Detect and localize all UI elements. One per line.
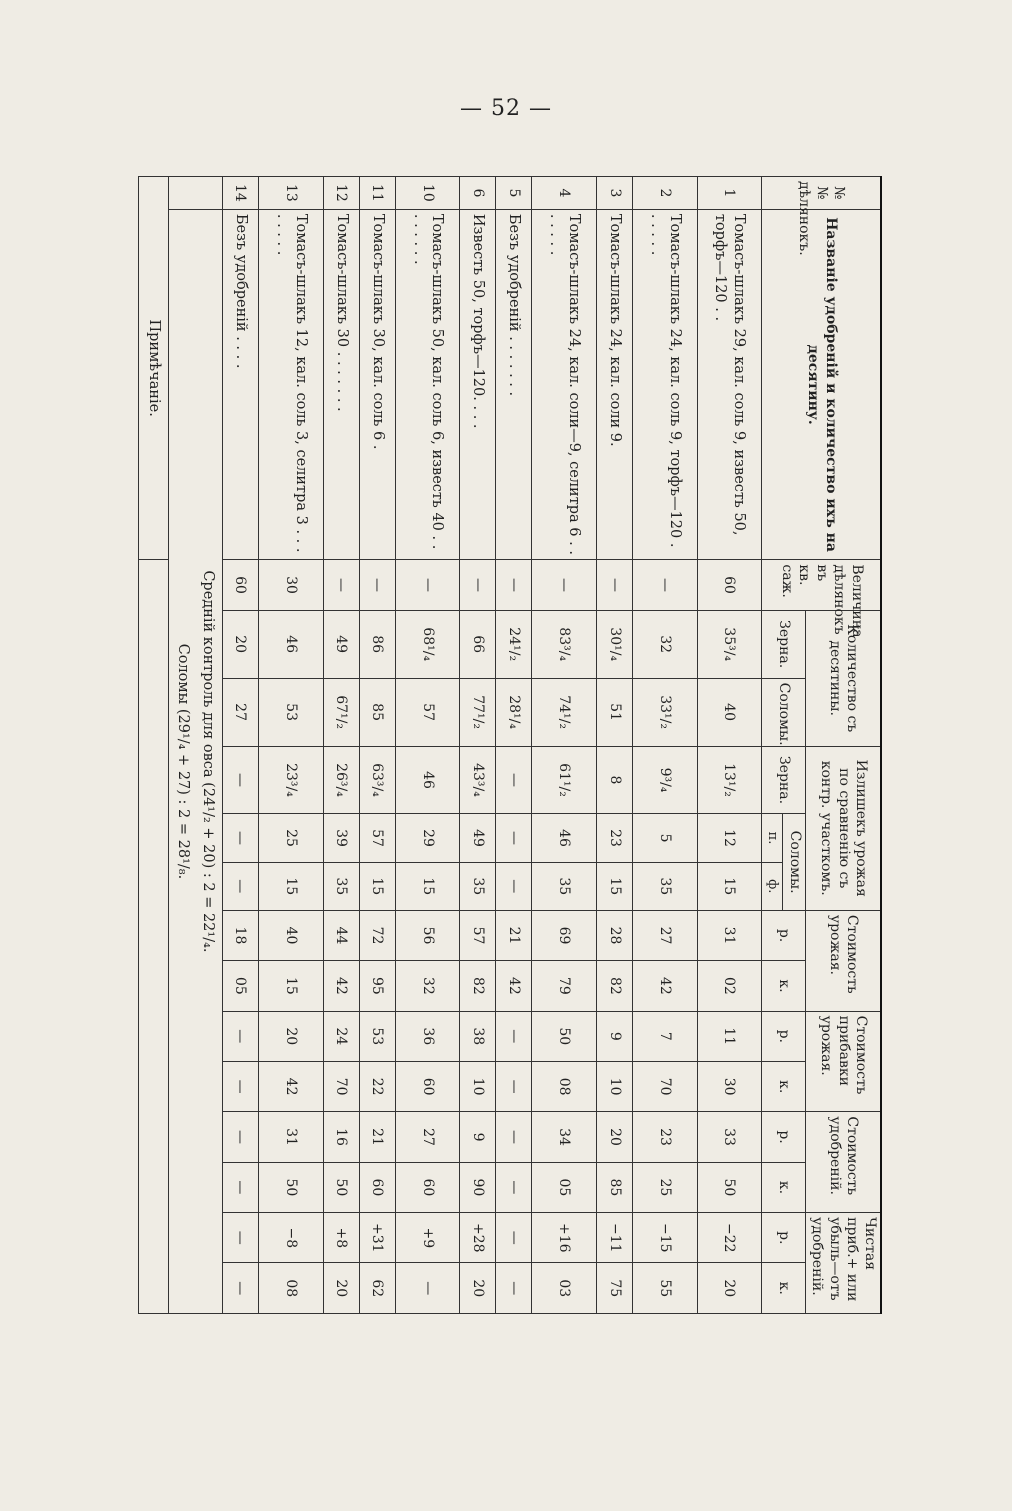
cell-fertilizer-name: Томасъ-шлакъ 30 . . . . . . .: [323, 209, 359, 560]
cell-harvest-cost-r: 27: [633, 910, 698, 960]
table-row: [697, 177, 762, 1314]
cell-plot-no: 1: [697, 177, 762, 210]
cell-fertilizer-name: Томасъ-шлакъ 24, кал. соли—9, селитра 6 . . . . . . .: [532, 209, 597, 560]
cell-net-r: −8: [259, 1213, 324, 1263]
cell-harvest-cost-k: 05: [222, 961, 258, 1011]
cell-fert-cost-r: 21: [359, 1112, 395, 1162]
cell-surplus-straw-p: 49: [460, 814, 496, 862]
header-straw-2: Соломы.: [783, 814, 806, 910]
table-row: [395, 177, 460, 1314]
footer-line-2: Соломы (29¹/₄ + 27) : 2 = 28¹/₈.: [175, 643, 192, 880]
cell-fertilizer-name: Безъ удобреній . . . . . . .: [496, 209, 532, 560]
header-r-4: р.: [762, 1213, 806, 1263]
cell-grain-yield: 20: [222, 610, 258, 678]
cell-surplus-grain: 9³/₄: [633, 746, 698, 814]
cell-increase-cost-k: 10: [460, 1061, 496, 1111]
cell-net-k: 55: [633, 1263, 698, 1314]
cell-grain-yield: 32: [633, 610, 698, 678]
cell-straw-yield: 27: [222, 678, 258, 746]
cell-plot-size: 30: [259, 560, 324, 610]
cell-harvest-cost-r: 21: [496, 910, 532, 960]
cell-increase-cost-r: 20: [259, 1011, 324, 1061]
cell-fert-cost-r: 20: [597, 1112, 633, 1162]
cell-surplus-straw-p: —: [496, 814, 532, 862]
cell-plot-no: 2: [633, 177, 698, 210]
cell-grain-yield: 35³/₄: [697, 610, 762, 678]
cell-surplus-grain: 46: [395, 746, 460, 814]
cell-surplus-grain: —: [496, 746, 532, 814]
cell-fert-cost-r: 16: [323, 1112, 359, 1162]
cell-net-r: —: [496, 1213, 532, 1263]
cell-plot-size: —: [496, 560, 532, 610]
cell-surplus-straw-p: 25: [259, 814, 324, 862]
cell-plot-size: 60: [222, 560, 258, 610]
cell-surplus-straw-f: —: [222, 862, 258, 910]
cell-fert-cost-r: 27: [395, 1112, 460, 1162]
cell-increase-cost-k: 70: [323, 1061, 359, 1111]
cell-net-k: 20: [460, 1263, 496, 1314]
cell-harvest-cost-k: 42: [323, 961, 359, 1011]
header-k-3: к.: [762, 1162, 806, 1212]
header-k-1: к.: [762, 961, 806, 1011]
header-cost-fert: Стоимость удобреній.: [806, 1112, 882, 1213]
cell-plot-no: 10: [395, 177, 460, 210]
table-row: [259, 177, 324, 1314]
cell-plot-size: —: [532, 560, 597, 610]
cell-surplus-grain: 61¹/₂: [532, 746, 597, 814]
cell-plot-no: 11: [359, 177, 395, 210]
cell-fert-cost-r: 34: [532, 1112, 597, 1162]
cell-fertilizer-name: Безъ удобреній . . . .: [222, 209, 258, 560]
cell-surplus-straw-p: 39: [323, 814, 359, 862]
header-surplus: Излишекъ урожая по сравненію съ контр. участкомъ.: [806, 746, 882, 910]
cell-net-k: 03: [532, 1263, 597, 1314]
cell-harvest-cost-k: 42: [633, 961, 698, 1011]
table-row: [460, 177, 496, 1314]
cell-surplus-grain: —: [222, 746, 258, 814]
cell-increase-cost-k: 42: [259, 1061, 324, 1111]
cell-fert-cost-k: 05: [532, 1162, 597, 1212]
cell-surplus-straw-f: 15: [259, 862, 324, 910]
cell-increase-cost-r: —: [222, 1011, 258, 1061]
cell-surplus-straw-p: —: [222, 814, 258, 862]
cell-fert-cost-r: 9: [460, 1112, 496, 1162]
cell-straw-yield: 57: [395, 678, 460, 746]
page-number: — 52 —: [460, 96, 552, 121]
header-cost-increase: Стоимость прибавки урожая.: [806, 1011, 882, 1112]
cell-net-r: +9: [395, 1213, 460, 1263]
cell-surplus-grain: 8: [597, 746, 633, 814]
cell-surplus-straw-f: 15: [359, 862, 395, 910]
cell-surplus-grain: 13¹/₂: [697, 746, 762, 814]
cell-harvest-cost-r: 28: [597, 910, 633, 960]
cell-net-k: —: [395, 1263, 460, 1314]
header-grain: Зерна.: [762, 610, 806, 678]
table-row: [222, 177, 258, 1314]
header-r-3: р.: [762, 1112, 806, 1162]
cell-surplus-straw-f: 35: [532, 862, 597, 910]
cell-net-r: +28: [460, 1213, 496, 1263]
cell-surplus-grain: 23³/₄: [259, 746, 324, 814]
cell-plot-size: —: [395, 560, 460, 610]
cell-fertilizer-name: Томасъ-шлакъ 50, кал. соль 6, известь 40 . . . . . . . .: [395, 209, 460, 560]
cell-fertilizer-name: Томасъ-шлакъ 29, кал. соль 9, известь 50, торфъ—120 . .: [697, 209, 762, 560]
cell-increase-cost-r: 38: [460, 1011, 496, 1061]
cell-grain-yield: 68¹/₄: [395, 610, 460, 678]
table-row: [323, 177, 359, 1314]
cell-surplus-straw-f: 35: [633, 862, 698, 910]
table-row: [496, 177, 532, 1314]
cell-straw-yield: 85: [359, 678, 395, 746]
cell-fert-cost-k: 50: [259, 1162, 324, 1212]
cell-increase-cost-r: 9: [597, 1011, 633, 1061]
cell-net-k: 20: [697, 1263, 762, 1314]
cell-net-r: +16: [532, 1213, 597, 1263]
cell-surplus-straw-f: 15: [395, 862, 460, 910]
cell-straw-yield: 53: [259, 678, 324, 746]
cell-plot-no: 4: [532, 177, 597, 210]
cell-harvest-cost-k: 32: [395, 961, 460, 1011]
cell-plot-size: —: [323, 560, 359, 610]
cell-harvest-cost-r: 72: [359, 910, 395, 960]
footer-spacer: [168, 177, 222, 210]
cell-harvest-cost-r: 44: [323, 910, 359, 960]
cell-surplus-grain: 63³/₄: [359, 746, 395, 814]
table-row: [532, 177, 597, 1314]
footer-note: [168, 209, 222, 1313]
cell-net-r: −22: [697, 1213, 762, 1263]
cell-net-r: −15: [633, 1213, 698, 1263]
cell-increase-cost-k: 22: [359, 1061, 395, 1111]
cell-straw-yield: 51: [597, 678, 633, 746]
cell-fert-cost-k: 90: [460, 1162, 496, 1212]
cell-net-k: 20: [323, 1263, 359, 1314]
cell-fert-cost-r: —: [222, 1112, 258, 1162]
cell-surplus-straw-f: —: [496, 862, 532, 910]
footer-line-1: Среднiй контроль для овса (24¹/₂ + 20) : 2 = 22¹/₄.: [199, 570, 216, 953]
cell-fert-cost-r: —: [496, 1112, 532, 1162]
cell-surplus-straw-p: 12: [697, 814, 762, 862]
cell-net-r: —: [222, 1213, 258, 1263]
cell-harvest-cost-k: 42: [496, 961, 532, 1011]
cell-harvest-cost-k: 02: [697, 961, 762, 1011]
header-k-4: к.: [762, 1263, 806, 1314]
cell-plot-no: 12: [323, 177, 359, 210]
header-r-2: р.: [762, 1011, 806, 1061]
cell-fertilizer-name: Томасъ-шлакъ 24, кал. соли 9.: [597, 209, 633, 560]
cell-surplus-straw-f: 35: [323, 862, 359, 910]
cell-grain-yield: 24¹/₂: [496, 610, 532, 678]
cell-plot-no: 3: [597, 177, 633, 210]
cell-fert-cost-k: —: [496, 1162, 532, 1212]
cell-harvest-cost-r: 31: [697, 910, 762, 960]
cell-surplus-straw-f: 15: [597, 862, 633, 910]
cell-net-r: +31: [359, 1213, 395, 1263]
cell-surplus-straw-p: 29: [395, 814, 460, 862]
cell-grain-yield: 66: [460, 610, 496, 678]
cell-increase-cost-k: 30: [697, 1061, 762, 1111]
cell-straw-yield: 33¹/₂: [633, 678, 698, 746]
cell-harvest-cost-k: 82: [460, 961, 496, 1011]
cell-straw-yield: 77¹/₂: [460, 678, 496, 746]
rotated-table-frame: [138, 176, 882, 1314]
cell-fertilizer-name: Известь 50, торфъ—120. . . .: [460, 209, 496, 560]
header-net: Чистая приб.+ или убыль—отъ удобреній.: [806, 1213, 882, 1314]
cell-fertilizer-name: Томасъ-шлакъ 12, кал. соль 3, селитра 3 . . . . . . . .: [259, 209, 324, 560]
cell-fertilizer-name: Томасъ-шлакъ 24, кал. соль 9, торфъ—120 . . . . . .: [633, 209, 698, 560]
cell-increase-cost-k: 08: [532, 1061, 597, 1111]
cell-grain-yield: 49: [323, 610, 359, 678]
cell-increase-cost-k: —: [496, 1061, 532, 1111]
fertilizer-results-table: [138, 176, 882, 1314]
cell-increase-cost-r: 36: [395, 1011, 460, 1061]
header-p: п.: [762, 814, 783, 862]
header-k-2: к.: [762, 1061, 806, 1111]
cell-grain-yield: 83³/₄: [532, 610, 597, 678]
cell-surplus-straw-p: 5: [633, 814, 698, 862]
cell-fert-cost-r: 33: [697, 1112, 762, 1162]
header-plot-size: Величина дѣлянокъ въ кв. саж.: [762, 560, 881, 610]
cell-fert-cost-k: 85: [597, 1162, 633, 1212]
cell-net-k: —: [496, 1263, 532, 1314]
header-f: ф.: [762, 862, 783, 910]
table-row: [633, 177, 698, 1314]
header-r-1: р.: [762, 910, 806, 960]
cell-plot-no: 13: [259, 177, 324, 210]
footer-remark-cell: [139, 560, 169, 1314]
cell-fert-cost-k: 25: [633, 1162, 698, 1212]
header-yield-per-des: Количество съ десятины.: [806, 610, 882, 746]
cell-surplus-grain: 43³/₄: [460, 746, 496, 814]
cell-increase-cost-r: 24: [323, 1011, 359, 1061]
cell-fert-cost-k: —: [222, 1162, 258, 1212]
cell-straw-yield: 40: [697, 678, 762, 746]
cell-surplus-straw-p: 23: [597, 814, 633, 862]
cell-increase-cost-k: —: [222, 1061, 258, 1111]
cell-increase-cost-k: 70: [633, 1061, 698, 1111]
cell-increase-cost-r: 53: [359, 1011, 395, 1061]
cell-straw-yield: 67¹/₂: [323, 678, 359, 746]
cell-harvest-cost-k: 79: [532, 961, 597, 1011]
cell-plot-size: —: [460, 560, 496, 610]
cell-surplus-grain: 26³/₄: [323, 746, 359, 814]
header-straw: Соломы.: [762, 678, 806, 746]
footer-remark-label: Примѣчаніе.: [139, 177, 169, 560]
cell-increase-cost-r: 11: [697, 1011, 762, 1061]
cell-harvest-cost-r: 40: [259, 910, 324, 960]
cell-fert-cost-r: 23: [633, 1112, 698, 1162]
cell-net-r: +8: [323, 1213, 359, 1263]
cell-harvest-cost-r: 56: [395, 910, 460, 960]
cell-surplus-straw-f: 15: [697, 862, 762, 910]
header-cost-harvest: Стоимость урожая.: [806, 910, 882, 1011]
header-fertilizer-name: Названіе удобреній и количество ихъ на десятину.: [762, 209, 881, 560]
table-row: [597, 177, 633, 1314]
cell-fert-cost-k: 60: [395, 1162, 460, 1212]
cell-increase-cost-r: 7: [633, 1011, 698, 1061]
cell-net-k: 08: [259, 1263, 324, 1314]
cell-increase-cost-r: —: [496, 1011, 532, 1061]
cell-plot-no: 14: [222, 177, 258, 210]
header-grain-2: Зерна.: [762, 746, 806, 814]
cell-plot-size: 60: [697, 560, 762, 610]
cell-fert-cost-k: 50: [697, 1162, 762, 1212]
cell-straw-yield: 28¹/₄: [496, 678, 532, 746]
cell-increase-cost-k: 60: [395, 1061, 460, 1111]
cell-straw-yield: 74¹/₂: [532, 678, 597, 746]
cell-fertilizer-name: Томасъ-шлакъ 30, кал. соль 6 .: [359, 209, 395, 560]
cell-plot-size: —: [633, 560, 698, 610]
cell-harvest-cost-r: 69: [532, 910, 597, 960]
cell-increase-cost-r: 50: [532, 1011, 597, 1061]
table-body: [222, 177, 761, 1314]
cell-increase-cost-k: 10: [597, 1061, 633, 1111]
cell-plot-no: 6: [460, 177, 496, 210]
cell-surplus-straw-p: 57: [359, 814, 395, 862]
cell-fert-cost-r: 31: [259, 1112, 324, 1162]
header-plot-no: №№ дѣлянокъ.: [762, 177, 881, 210]
cell-fert-cost-k: 50: [323, 1162, 359, 1212]
cell-fert-cost-k: 60: [359, 1162, 395, 1212]
cell-harvest-cost-r: 57: [460, 910, 496, 960]
cell-net-k: —: [222, 1263, 258, 1314]
cell-plot-size: —: [359, 560, 395, 610]
table-row: [359, 177, 395, 1314]
cell-harvest-cost-k: 82: [597, 961, 633, 1011]
cell-surplus-straw-p: 46: [532, 814, 597, 862]
cell-harvest-cost-k: 15: [259, 961, 324, 1011]
cell-plot-no: 5: [496, 177, 532, 210]
cell-grain-yield: 46: [259, 610, 324, 678]
cell-surplus-straw-f: 35: [460, 862, 496, 910]
cell-plot-size: —: [597, 560, 633, 610]
rotated-table-container: [138, 176, 882, 1314]
cell-grain-yield: 30¹/₄: [597, 610, 633, 678]
cell-harvest-cost-k: 95: [359, 961, 395, 1011]
cell-harvest-cost-r: 18: [222, 910, 258, 960]
cell-net-k: 75: [597, 1263, 633, 1314]
cell-grain-yield: 86: [359, 610, 395, 678]
cell-net-r: −11: [597, 1213, 633, 1263]
cell-net-k: 62: [359, 1263, 395, 1314]
